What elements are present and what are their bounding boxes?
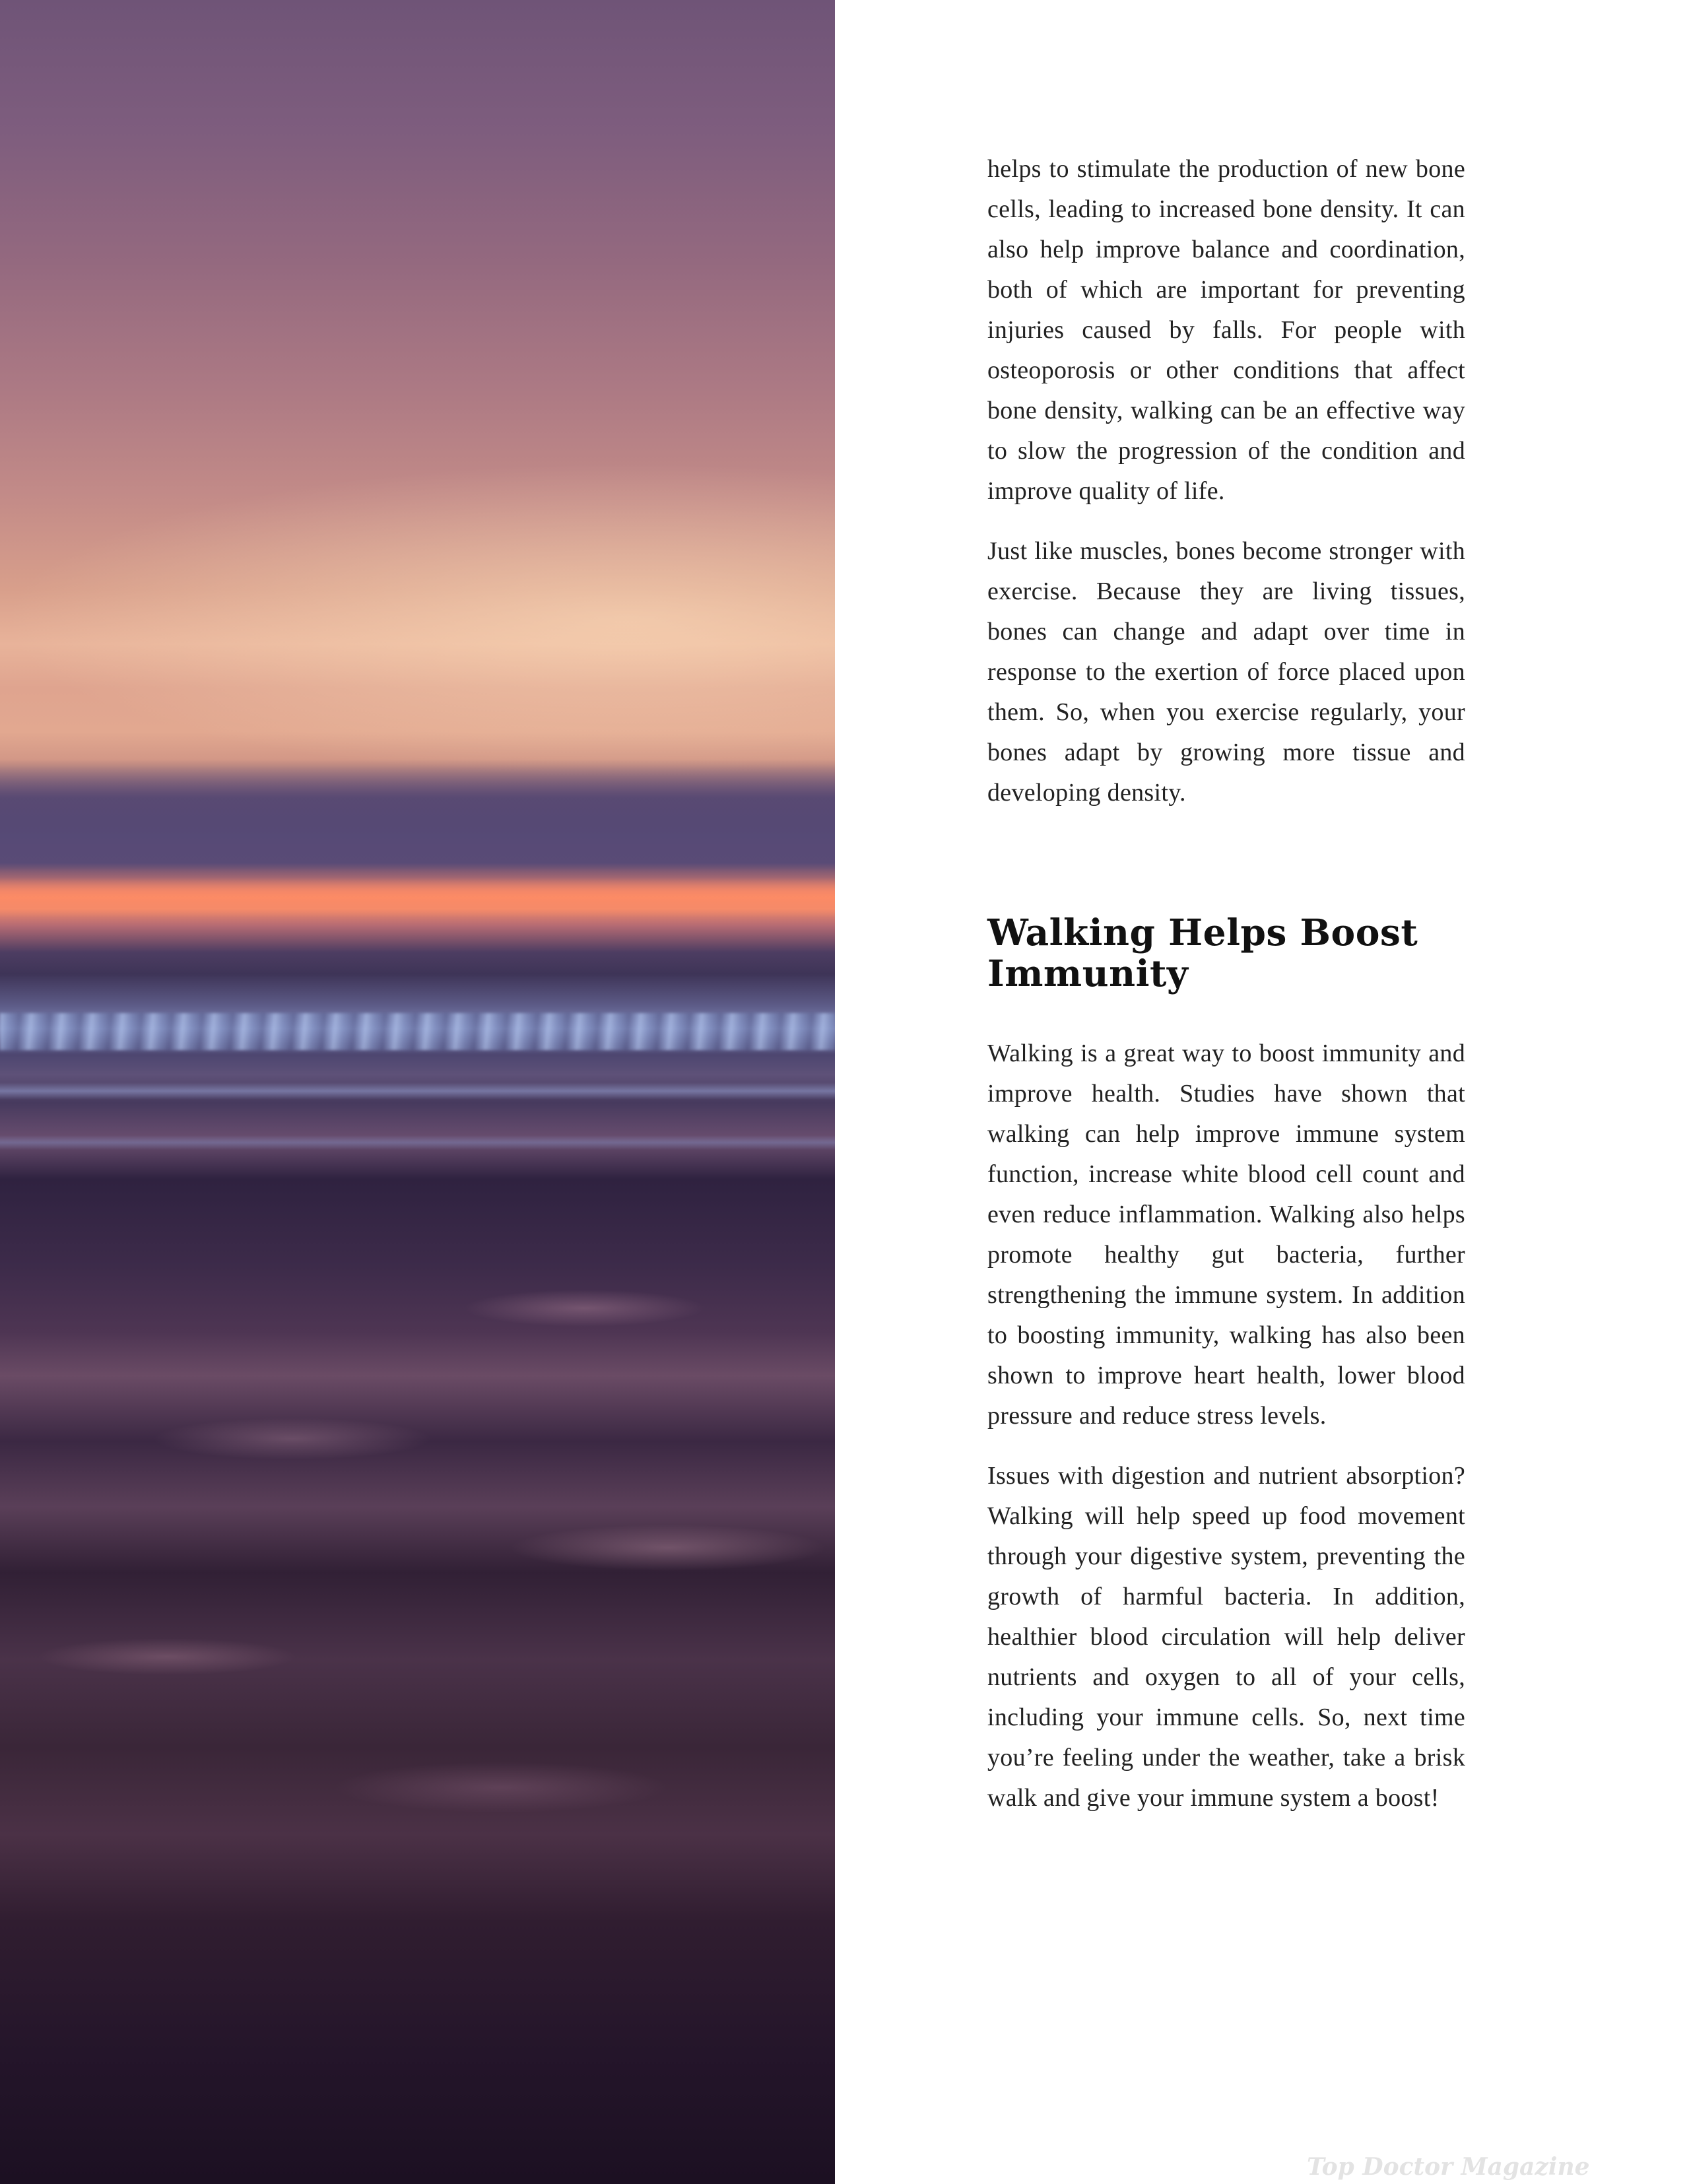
photo-foam-secondary — [0, 1135, 835, 1150]
photo-sand-reflections — [0, 1221, 835, 1947]
footer-watermark: Top Doctor Magazine — [1307, 2153, 1590, 2181]
sunset-beach-photo — [0, 0, 835, 2184]
body-paragraph: Just like muscles, bones become stronger with exercise. Because they are living tissues, bones can change and adapt over time in response to the exertion of force placed upon them. So, when you exercise regularly, your bones adapt by growing more tissue and developing density. — [987, 537, 1465, 807]
photo-horizon-glow — [0, 878, 835, 917]
photo-wave — [0, 1013, 835, 1050]
body-paragraph: helps to stimulate the production of new bone cells, leading to increased bone density. It can also help improve balance and coordination, both of which are important for preventing injuries caused by falls. For people with osteoporosis or other conditions that affect bone density, walking can be an effective way to slow the progression of the condition and improve quality of life. — [987, 155, 1465, 505]
body-paragraph: Issues with digestion and nutrient absorption? Walking will help speed up food movement through your digestive system, preventing the growth of harmful bacteria. In addition, healthier blood circulation will help deliver nutrients and oxygen to all of your cells, including your immune cells. So, next time you’re feeling under the weather, take a brisk walk and give your immune system a boost! — [987, 1462, 1465, 1812]
section-heading: Walking Helps Boost Immunity — [987, 911, 1418, 995]
photo-cloud-glow — [0, 462, 835, 779]
body-paragraph: Walking is a great way to boost immunity and improve health. Studies have shown that walking can help improve immune system function, increase white blood cell count and even reduce inflammation. Walking also helps promote healthy gut bacteria, further strengthening the immune system. In addition to boosting immunity, walking has also been shown to improve heart health, lower blood pressure and reduce stress levels. — [987, 1040, 1465, 1430]
photo-foam — [0, 1082, 835, 1100]
photo-cloud-band — [0, 759, 835, 871]
article-column — [987, 149, 1465, 1838]
